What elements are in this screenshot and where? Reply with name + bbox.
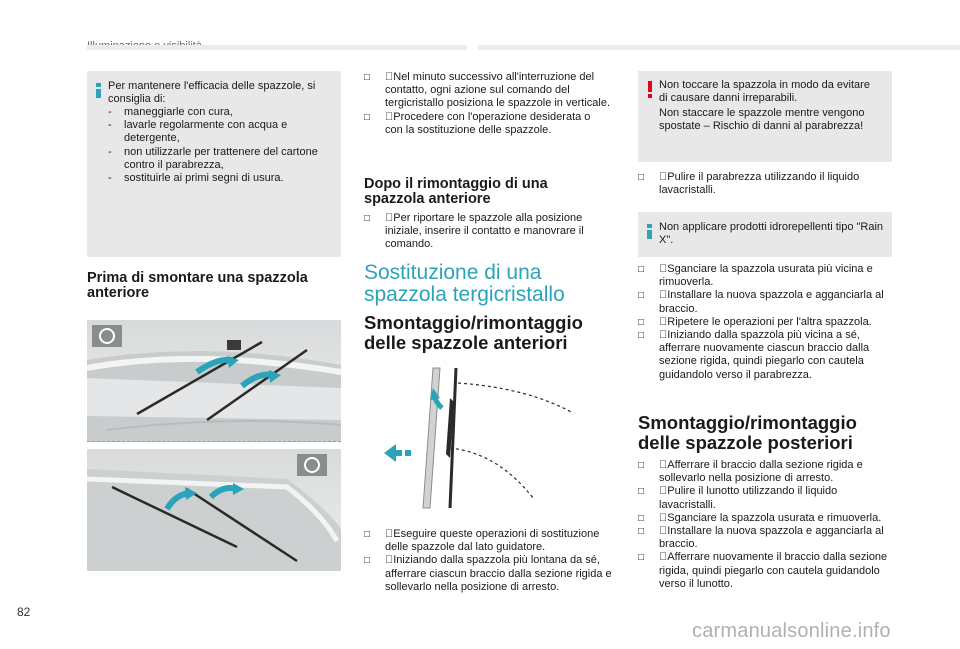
list-item: - lavarle regolarmente con acqua e detergente, (108, 119, 288, 145)
illustration-divider (87, 441, 341, 442)
heading-before-removal: Prima di smontare una spazzola anteriore (87, 270, 308, 301)
bullet-list-top (364, 71, 610, 137)
square-bullet-icon: □ (364, 529, 371, 540)
maintenance-info-box (87, 71, 341, 257)
square-bullet-icon: □ (638, 552, 645, 564)
steering-wheel-icon (92, 325, 122, 347)
bullet-list-after (364, 212, 610, 252)
list-item: □ Iniziando dalla spazzola più vicina a sé, afferrare nuovamente ciascun braccio dalla sezione rigida, quindi piegarlo con cautela guidandolo verso il parabrezza. (638, 329, 870, 381)
windscreen-illustration-top (87, 320, 341, 442)
bullet-list-clean (638, 171, 888, 197)
steering-wheel-icon (297, 454, 327, 476)
square-bullet-icon: □ (638, 290, 645, 302)
list-item: □ Ripetere le operazioni per l'altra spazzola. (638, 315, 872, 328)
square-bullet-icon: □ (364, 555, 371, 567)
warning-line-1: Non toccare la spazzola in modo da evitare di causare danni irreparabili. (659, 79, 870, 105)
square-bullet-icon: □ (638, 316, 645, 328)
list-item: - sostituirle ai primi segni di usura. (108, 172, 284, 185)
list-item: □ Iniziando dalla spazzola più lontana da sé, afferrare ciascun braccio dalla sezione rigida e sollevarlo nella posizione di arresto. (364, 554, 612, 593)
header-bar-right (478, 45, 960, 50)
warning-box (638, 71, 892, 162)
wiper-arm-illustration (378, 358, 598, 523)
list-item: □ Afferrare nuovamente il braccio dalla sezione rigida, quindi piegarlo con cautela guidandolo verso il lunotto. (638, 551, 888, 590)
info-icon (646, 224, 654, 239)
list-item: □ Installare la nuova spazzola e agganciarla al braccio. (638, 525, 884, 551)
list-item: □ Pulire il lunotto utilizzando il liquido lavacristalli. (638, 485, 838, 511)
warning-line-2: Non staccare le spazzole mentre vengono spostate – Rischio di danni al parabrezza! (659, 107, 865, 133)
list-item: □ Per riportare le spazzole alla posizione iniziale, inserire il contatto e manovrare il comando. (364, 212, 584, 251)
square-bullet-icon: □ (638, 512, 645, 524)
bullet-list-replace (638, 263, 894, 382)
square-bullet-icon: □ (364, 213, 371, 224)
square-bullet-icon: □ (638, 172, 645, 183)
square-bullet-icon: □ (638, 486, 645, 498)
list-item: □ Nel minuto successivo all'interruzione del contatto, ogni azione sul comando del tergicristallo posiziona le spazzole in verticale. (364, 71, 610, 110)
info-box-intro: Per mantenere l'efficacia delle spazzole, si consiglia di: (108, 80, 316, 106)
square-bullet-icon: □ (638, 526, 645, 538)
square-bullet-icon: □ (638, 460, 645, 471)
rain-x-info-box (638, 212, 892, 257)
arrow-left-icon (384, 444, 411, 462)
warning-icon (646, 81, 654, 98)
info-box-text: Non applicare prodotti idrorepellenti tipo "Rain X". (659, 221, 884, 247)
heading-rear-wipers: Smontaggio/rimontaggio delle spazzole posteriori (638, 412, 857, 453)
watermark: carmanualsonline.info (692, 620, 891, 642)
list-item: □ Pulire il parabrezza utilizzando il liquido lavacristalli. (638, 171, 860, 197)
list-item: □ Eseguire queste operazioni di sostituzione delle spazzole dal lato guidatore. (364, 528, 600, 554)
main-title: Sostituzione di una spazzola tergicristallo (364, 261, 565, 306)
list-item: □ Afferrare il braccio dalla sezione rigida e sollevarlo nella posizione di arresto. (638, 459, 863, 485)
list-item: □ Installare la nuova spazzola e agganciarla al braccio. (638, 289, 884, 315)
list-item: - non utilizzarle per trattenere del cartone contro il parabrezza, (108, 145, 318, 171)
bullet-list-rear (638, 459, 894, 591)
info-icon (95, 83, 103, 98)
square-bullet-icon: □ (364, 111, 371, 123)
square-bullet-icon: □ (364, 72, 371, 83)
list-item: □ Sganciare la spazzola usurata più vicina e rimuoverla. (638, 263, 873, 289)
heading-after-refit: Dopo il rimontaggio di una spazzola anteriore (364, 176, 548, 207)
bullet-list-bottom (364, 528, 620, 594)
square-bullet-icon: □ (638, 330, 645, 342)
heading-front-wipers: Smontaggio/rimontaggio delle spazzole anteriori (364, 312, 583, 353)
list-item: - maneggiarle con cura, (108, 106, 233, 118)
square-bullet-icon: □ (638, 264, 645, 275)
list-item: □ Sganciare la spazzola usurata e rimuoverla. (638, 511, 882, 524)
header-bar-left (87, 45, 467, 50)
list-item: □ Procedere con l'operazione desiderata o con la sostituzione delle spazzole. (364, 110, 591, 136)
page-number: 82 (17, 605, 31, 619)
windscreen-illustration-bottom (87, 449, 341, 571)
info-box-list (108, 106, 333, 185)
